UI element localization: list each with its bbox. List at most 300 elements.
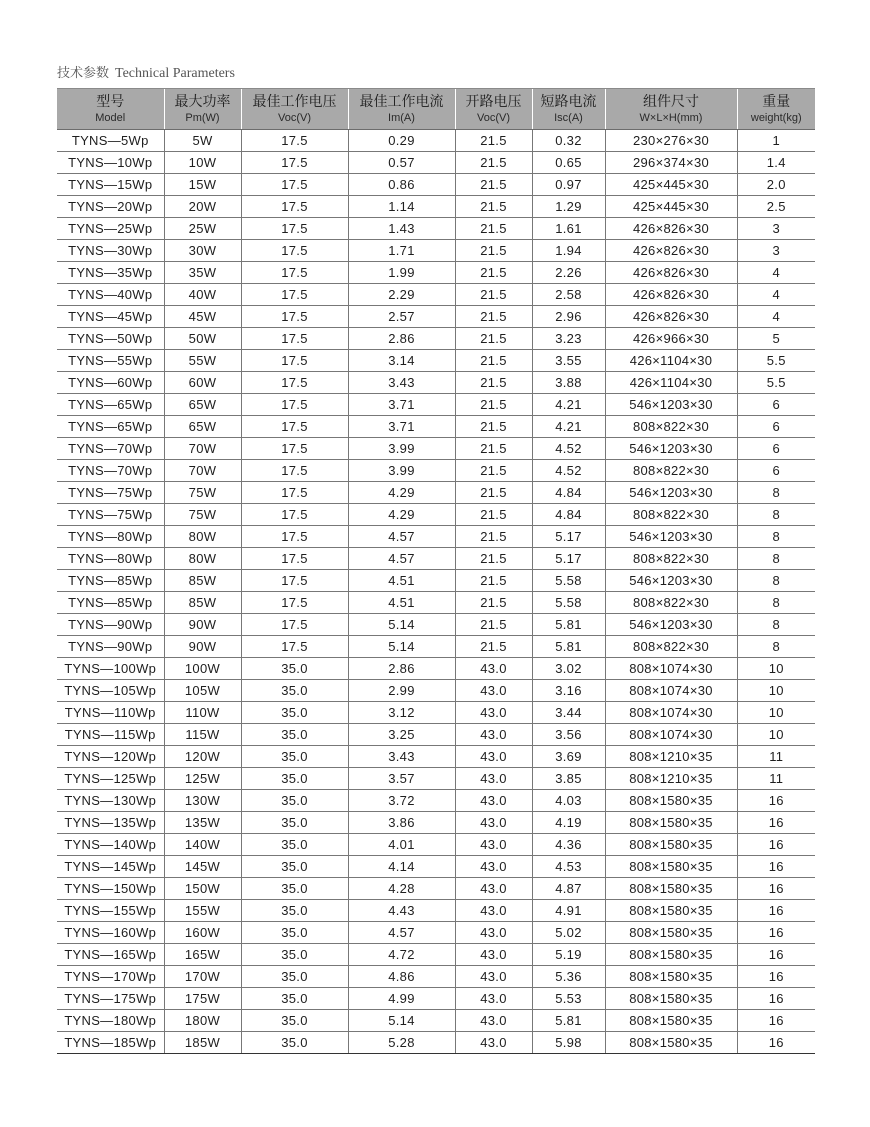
cell-short-circuit-current: 3.69	[532, 746, 605, 768]
cell-model: TYNS—55Wp	[57, 350, 164, 372]
cell-optimal-current: 4.51	[348, 570, 455, 592]
table-row	[57, 460, 815, 482]
cell-open-circuit-voltage: 21.5	[455, 438, 532, 460]
cell-weight: 10	[737, 658, 815, 680]
cell-optimal-voltage: 35.0	[241, 746, 348, 768]
cell-module-size: 808×822×30	[605, 460, 737, 482]
cell-open-circuit-voltage: 43.0	[455, 878, 532, 900]
cell-max-power: 75W	[164, 482, 241, 504]
cell-optimal-current: 3.99	[348, 460, 455, 482]
table-row	[57, 394, 815, 416]
cell-max-power: 35W	[164, 262, 241, 284]
table-row	[57, 812, 815, 834]
cell-short-circuit-current: 3.16	[532, 680, 605, 702]
cell-max-power: 75W	[164, 504, 241, 526]
cell-weight: 10	[737, 724, 815, 746]
cell-optimal-current: 5.14	[348, 614, 455, 636]
cell-module-size: 808×822×30	[605, 636, 737, 658]
cell-optimal-current: 3.43	[348, 746, 455, 768]
cell-optimal-current: 3.43	[348, 372, 455, 394]
cell-short-circuit-current: 5.17	[532, 526, 605, 548]
table-row	[57, 130, 815, 152]
cell-optimal-voltage: 17.5	[241, 614, 348, 636]
table-row	[57, 636, 815, 658]
cell-weight: 6	[737, 394, 815, 416]
cell-open-circuit-voltage: 43.0	[455, 966, 532, 988]
cell-max-power: 25W	[164, 218, 241, 240]
cell-optimal-voltage: 17.5	[241, 482, 348, 504]
cell-short-circuit-current: 0.97	[532, 174, 605, 196]
cell-optimal-voltage: 17.5	[241, 570, 348, 592]
page-title-zh: 技术参数	[57, 66, 110, 81]
cell-max-power: 180W	[164, 1010, 241, 1032]
table-row	[57, 548, 815, 570]
column-header-en: Voc(V)	[277, 111, 311, 124]
cell-module-size: 426×826×30	[605, 306, 737, 328]
cell-open-circuit-voltage: 21.5	[455, 130, 532, 152]
cell-open-circuit-voltage: 21.5	[455, 174, 532, 196]
table-row	[57, 306, 815, 328]
cell-short-circuit-current: 0.32	[532, 130, 605, 152]
cell-optimal-voltage: 35.0	[241, 1010, 348, 1032]
cell-short-circuit-current: 5.81	[532, 1010, 605, 1032]
cell-optimal-voltage: 17.5	[241, 548, 348, 570]
cell-optimal-current: 4.28	[348, 878, 455, 900]
cell-optimal-current: 2.86	[348, 658, 455, 680]
cell-optimal-current: 0.29	[348, 130, 455, 152]
cell-optimal-voltage: 17.5	[241, 328, 348, 350]
table-row	[57, 174, 815, 196]
table-row	[57, 372, 815, 394]
cell-max-power: 140W	[164, 834, 241, 856]
cell-model: TYNS—35Wp	[57, 262, 164, 284]
cell-optimal-current: 1.43	[348, 218, 455, 240]
cell-optimal-current: 4.99	[348, 988, 455, 1010]
table-header	[57, 89, 815, 130]
cell-short-circuit-current: 3.23	[532, 328, 605, 350]
cell-model: TYNS—75Wp	[57, 504, 164, 526]
cell-optimal-voltage: 17.5	[241, 130, 348, 152]
cell-optimal-voltage: 17.5	[241, 460, 348, 482]
cell-optimal-voltage: 17.5	[241, 152, 348, 174]
cell-max-power: 105W	[164, 680, 241, 702]
cell-open-circuit-voltage: 43.0	[455, 922, 532, 944]
cell-optimal-voltage: 17.5	[241, 284, 348, 306]
cell-short-circuit-current: 3.44	[532, 702, 605, 724]
cell-optimal-current: 4.29	[348, 504, 455, 526]
cell-module-size: 808×1074×30	[605, 658, 737, 680]
cell-optimal-current: 0.57	[348, 152, 455, 174]
cell-model: TYNS—120Wp	[57, 746, 164, 768]
cell-short-circuit-current: 4.53	[532, 856, 605, 878]
cell-model: TYNS—65Wp	[57, 416, 164, 438]
cell-max-power: 125W	[164, 768, 241, 790]
cell-optimal-voltage: 17.5	[241, 394, 348, 416]
cell-optimal-voltage: 17.5	[241, 196, 348, 218]
cell-weight: 16	[737, 856, 815, 878]
column-header-zh: 最佳工作电流	[359, 93, 444, 110]
cell-weight: 8	[737, 570, 815, 592]
cell-open-circuit-voltage: 21.5	[455, 196, 532, 218]
cell-open-circuit-voltage: 43.0	[455, 658, 532, 680]
column-header-en: Voc(V)	[476, 111, 510, 124]
cell-max-power: 85W	[164, 592, 241, 614]
cell-optimal-voltage: 35.0	[241, 900, 348, 922]
table-row	[57, 922, 815, 944]
cell-weight: 16	[737, 900, 815, 922]
cell-module-size: 426×826×30	[605, 240, 737, 262]
cell-model: TYNS—90Wp	[57, 636, 164, 658]
cell-optimal-current: 3.25	[348, 724, 455, 746]
cell-open-circuit-voltage: 21.5	[455, 350, 532, 372]
cell-short-circuit-current: 5.36	[532, 966, 605, 988]
cell-weight: 8	[737, 526, 815, 548]
cell-short-circuit-current: 5.98	[532, 1032, 605, 1054]
cell-weight: 16	[737, 812, 815, 834]
cell-open-circuit-voltage: 21.5	[455, 570, 532, 592]
cell-short-circuit-current: 5.81	[532, 614, 605, 636]
cell-model: TYNS—135Wp	[57, 812, 164, 834]
cell-max-power: 60W	[164, 372, 241, 394]
cell-weight: 16	[737, 922, 815, 944]
cell-module-size: 546×1203×30	[605, 614, 737, 636]
table-row	[57, 702, 815, 724]
cell-open-circuit-voltage: 21.5	[455, 416, 532, 438]
cell-open-circuit-voltage: 43.0	[455, 900, 532, 922]
cell-model: TYNS—30Wp	[57, 240, 164, 262]
cell-max-power: 5W	[164, 130, 241, 152]
cell-module-size: 808×1580×35	[605, 966, 737, 988]
cell-weight: 11	[737, 746, 815, 768]
cell-short-circuit-current: 4.21	[532, 394, 605, 416]
cell-weight: 6	[737, 460, 815, 482]
cell-weight: 8	[737, 636, 815, 658]
column-header-zh: 组件尺寸	[643, 93, 699, 110]
cell-module-size: 425×445×30	[605, 196, 737, 218]
cell-model: TYNS—105Wp	[57, 680, 164, 702]
cell-weight: 8	[737, 592, 815, 614]
cell-max-power: 155W	[164, 900, 241, 922]
column-header-zh: 开路电压	[465, 93, 522, 110]
cell-module-size: 808×822×30	[605, 416, 737, 438]
column-header-max-power	[164, 89, 241, 130]
table-row	[57, 328, 815, 350]
cell-optimal-current: 3.12	[348, 702, 455, 724]
column-header-en: weight(kg)	[750, 111, 802, 124]
cell-short-circuit-current: 5.53	[532, 988, 605, 1010]
cell-max-power: 130W	[164, 790, 241, 812]
column-header-en: W×L×H(mm)	[639, 111, 703, 124]
cell-open-circuit-voltage: 43.0	[455, 724, 532, 746]
table-row	[57, 350, 815, 372]
cell-open-circuit-voltage: 21.5	[455, 614, 532, 636]
cell-open-circuit-voltage: 21.5	[455, 526, 532, 548]
cell-short-circuit-current: 5.81	[532, 636, 605, 658]
table-row	[57, 284, 815, 306]
column-header-en: Pm(W)	[185, 111, 220, 124]
cell-optimal-current: 3.99	[348, 438, 455, 460]
column-header-weight	[737, 89, 815, 130]
cell-module-size: 808×1210×35	[605, 746, 737, 768]
cell-open-circuit-voltage: 43.0	[455, 1032, 532, 1054]
cell-model: TYNS—70Wp	[57, 460, 164, 482]
cell-weight: 16	[737, 878, 815, 900]
cell-max-power: 120W	[164, 746, 241, 768]
page-title-en: Technical Parameters	[115, 66, 235, 81]
cell-open-circuit-voltage: 21.5	[455, 592, 532, 614]
cell-optimal-voltage: 35.0	[241, 790, 348, 812]
table-row	[57, 1032, 815, 1054]
cell-max-power: 50W	[164, 328, 241, 350]
cell-weight: 16	[737, 1032, 815, 1054]
cell-weight: 2.0	[737, 174, 815, 196]
cell-weight: 1	[737, 130, 815, 152]
column-header-zh: 短路电流	[540, 93, 597, 110]
cell-short-circuit-current: 5.02	[532, 922, 605, 944]
cell-module-size: 808×1074×30	[605, 702, 737, 724]
cell-open-circuit-voltage: 43.0	[455, 834, 532, 856]
cell-model: TYNS—75Wp	[57, 482, 164, 504]
table-row	[57, 504, 815, 526]
column-header-zh: 最佳工作电压	[252, 93, 337, 110]
cell-weight: 16	[737, 790, 815, 812]
cell-module-size: 808×822×30	[605, 504, 737, 526]
cell-optimal-voltage: 17.5	[241, 306, 348, 328]
cell-module-size: 808×1580×35	[605, 1032, 737, 1054]
cell-short-circuit-current: 3.85	[532, 768, 605, 790]
cell-optimal-voltage: 35.0	[241, 768, 348, 790]
cell-model: TYNS—5Wp	[57, 130, 164, 152]
cell-max-power: 70W	[164, 438, 241, 460]
table-row	[57, 724, 815, 746]
cell-weight: 2.5	[737, 196, 815, 218]
table-row	[57, 262, 815, 284]
cell-short-circuit-current: 4.36	[532, 834, 605, 856]
cell-optimal-current: 3.72	[348, 790, 455, 812]
cell-optimal-voltage: 17.5	[241, 372, 348, 394]
cell-optimal-voltage: 35.0	[241, 724, 348, 746]
cell-model: TYNS—70Wp	[57, 438, 164, 460]
cell-optimal-current: 4.43	[348, 900, 455, 922]
cell-max-power: 110W	[164, 702, 241, 724]
table-row	[57, 900, 815, 922]
cell-open-circuit-voltage: 21.5	[455, 218, 532, 240]
column-header-module-size	[605, 89, 737, 130]
cell-optimal-current: 4.57	[348, 922, 455, 944]
cell-model: TYNS—20Wp	[57, 196, 164, 218]
table-row	[57, 152, 815, 174]
cell-weight: 6	[737, 416, 815, 438]
cell-optimal-voltage: 35.0	[241, 922, 348, 944]
cell-short-circuit-current: 4.84	[532, 504, 605, 526]
cell-module-size: 426×826×30	[605, 284, 737, 306]
cell-max-power: 160W	[164, 922, 241, 944]
cell-optimal-current: 4.51	[348, 592, 455, 614]
cell-module-size: 808×1580×35	[605, 878, 737, 900]
cell-max-power: 45W	[164, 306, 241, 328]
cell-max-power: 145W	[164, 856, 241, 878]
cell-short-circuit-current: 4.21	[532, 416, 605, 438]
cell-model: TYNS—85Wp	[57, 570, 164, 592]
cell-model: TYNS—80Wp	[57, 548, 164, 570]
cell-weight: 8	[737, 504, 815, 526]
cell-max-power: 40W	[164, 284, 241, 306]
cell-short-circuit-current: 0.65	[532, 152, 605, 174]
table-row	[57, 658, 815, 680]
cell-short-circuit-current: 5.58	[532, 592, 605, 614]
cell-max-power: 175W	[164, 988, 241, 1010]
cell-max-power: 170W	[164, 966, 241, 988]
cell-weight: 16	[737, 966, 815, 988]
cell-open-circuit-voltage: 43.0	[455, 768, 532, 790]
cell-model: TYNS—160Wp	[57, 922, 164, 944]
cell-optimal-current: 3.57	[348, 768, 455, 790]
cell-short-circuit-current: 5.19	[532, 944, 605, 966]
cell-optimal-current: 4.72	[348, 944, 455, 966]
cell-module-size: 546×1203×30	[605, 394, 737, 416]
cell-max-power: 65W	[164, 416, 241, 438]
cell-weight: 8	[737, 548, 815, 570]
cell-model: TYNS—110Wp	[57, 702, 164, 724]
column-header-en: Model	[95, 111, 126, 124]
cell-optimal-voltage: 35.0	[241, 856, 348, 878]
table-row	[57, 878, 815, 900]
cell-short-circuit-current: 4.52	[532, 438, 605, 460]
cell-short-circuit-current: 2.58	[532, 284, 605, 306]
cell-module-size: 426×1104×30	[605, 350, 737, 372]
cell-short-circuit-current: 3.56	[532, 724, 605, 746]
cell-model: TYNS—155Wp	[57, 900, 164, 922]
cell-short-circuit-current: 4.84	[532, 482, 605, 504]
cell-weight: 11	[737, 768, 815, 790]
cell-optimal-voltage: 17.5	[241, 350, 348, 372]
cell-open-circuit-voltage: 43.0	[455, 746, 532, 768]
cell-optimal-current: 1.71	[348, 240, 455, 262]
cell-short-circuit-current: 3.55	[532, 350, 605, 372]
cell-optimal-current: 1.99	[348, 262, 455, 284]
table-row	[57, 768, 815, 790]
cell-optimal-current: 2.29	[348, 284, 455, 306]
cell-optimal-current: 2.99	[348, 680, 455, 702]
cell-open-circuit-voltage: 21.5	[455, 284, 532, 306]
cell-model: TYNS—140Wp	[57, 834, 164, 856]
cell-module-size: 808×1580×35	[605, 1010, 737, 1032]
cell-module-size: 808×1580×35	[605, 900, 737, 922]
table-row	[57, 746, 815, 768]
table-row	[57, 196, 815, 218]
cell-optimal-voltage: 35.0	[241, 1032, 348, 1054]
cell-model: TYNS—45Wp	[57, 306, 164, 328]
cell-short-circuit-current: 1.94	[532, 240, 605, 262]
cell-optimal-current: 3.71	[348, 394, 455, 416]
cell-max-power: 90W	[164, 636, 241, 658]
cell-max-power: 100W	[164, 658, 241, 680]
cell-module-size: 546×1203×30	[605, 482, 737, 504]
table-row	[57, 482, 815, 504]
cell-open-circuit-voltage: 21.5	[455, 306, 532, 328]
cell-module-size: 230×276×30	[605, 130, 737, 152]
cell-open-circuit-voltage: 21.5	[455, 262, 532, 284]
table-row	[57, 570, 815, 592]
cell-model: TYNS—100Wp	[57, 658, 164, 680]
cell-module-size: 546×1203×30	[605, 438, 737, 460]
column-header-zh: 型号	[96, 93, 125, 110]
cell-short-circuit-current: 4.52	[532, 460, 605, 482]
cell-model: TYNS—150Wp	[57, 878, 164, 900]
cell-max-power: 65W	[164, 394, 241, 416]
cell-model: TYNS—60Wp	[57, 372, 164, 394]
cell-module-size: 426×826×30	[605, 218, 737, 240]
cell-model: TYNS—145Wp	[57, 856, 164, 878]
cell-short-circuit-current: 4.03	[532, 790, 605, 812]
column-header-model	[57, 89, 164, 130]
cell-weight: 10	[737, 702, 815, 724]
cell-optimal-current: 2.57	[348, 306, 455, 328]
cell-module-size: 808×1580×35	[605, 856, 737, 878]
cell-max-power: 135W	[164, 812, 241, 834]
cell-max-power: 20W	[164, 196, 241, 218]
cell-module-size: 426×1104×30	[605, 372, 737, 394]
cell-module-size: 426×826×30	[605, 262, 737, 284]
cell-optimal-current: 5.28	[348, 1032, 455, 1054]
cell-optimal-voltage: 17.5	[241, 174, 348, 196]
cell-weight: 16	[737, 1010, 815, 1032]
cell-optimal-current: 1.14	[348, 196, 455, 218]
cell-model: TYNS—115Wp	[57, 724, 164, 746]
table-row	[57, 592, 815, 614]
cell-open-circuit-voltage: 43.0	[455, 812, 532, 834]
cell-open-circuit-voltage: 21.5	[455, 636, 532, 658]
cell-optimal-current: 4.14	[348, 856, 455, 878]
cell-model: TYNS—50Wp	[57, 328, 164, 350]
cell-module-size: 426×966×30	[605, 328, 737, 350]
cell-max-power: 70W	[164, 460, 241, 482]
cell-optimal-current: 4.29	[348, 482, 455, 504]
cell-short-circuit-current: 3.02	[532, 658, 605, 680]
cell-module-size: 296×374×30	[605, 152, 737, 174]
cell-optimal-voltage: 35.0	[241, 966, 348, 988]
cell-open-circuit-voltage: 21.5	[455, 504, 532, 526]
cell-module-size: 808×822×30	[605, 548, 737, 570]
cell-module-size: 425×445×30	[605, 174, 737, 196]
cell-optimal-current: 5.14	[348, 1010, 455, 1032]
cell-weight: 4	[737, 284, 815, 306]
cell-optimal-current: 4.57	[348, 548, 455, 570]
cell-max-power: 80W	[164, 526, 241, 548]
cell-open-circuit-voltage: 21.5	[455, 394, 532, 416]
cell-max-power: 30W	[164, 240, 241, 262]
cell-max-power: 115W	[164, 724, 241, 746]
page-title	[57, 62, 235, 82]
cell-optimal-voltage: 35.0	[241, 680, 348, 702]
header-row	[57, 89, 815, 130]
column-header-zh: 重量	[762, 93, 791, 110]
cell-model: TYNS—80Wp	[57, 526, 164, 548]
column-header-short-circuit-current	[532, 89, 605, 130]
cell-optimal-voltage: 17.5	[241, 416, 348, 438]
cell-max-power: 80W	[164, 548, 241, 570]
table-row	[57, 680, 815, 702]
cell-weight: 5.5	[737, 350, 815, 372]
table-row	[57, 790, 815, 812]
cell-optimal-current: 4.01	[348, 834, 455, 856]
cell-optimal-current: 4.86	[348, 966, 455, 988]
cell-short-circuit-current: 5.17	[532, 548, 605, 570]
cell-optimal-voltage: 35.0	[241, 812, 348, 834]
cell-model: TYNS—130Wp	[57, 790, 164, 812]
cell-model: TYNS—65Wp	[57, 394, 164, 416]
cell-max-power: 85W	[164, 570, 241, 592]
